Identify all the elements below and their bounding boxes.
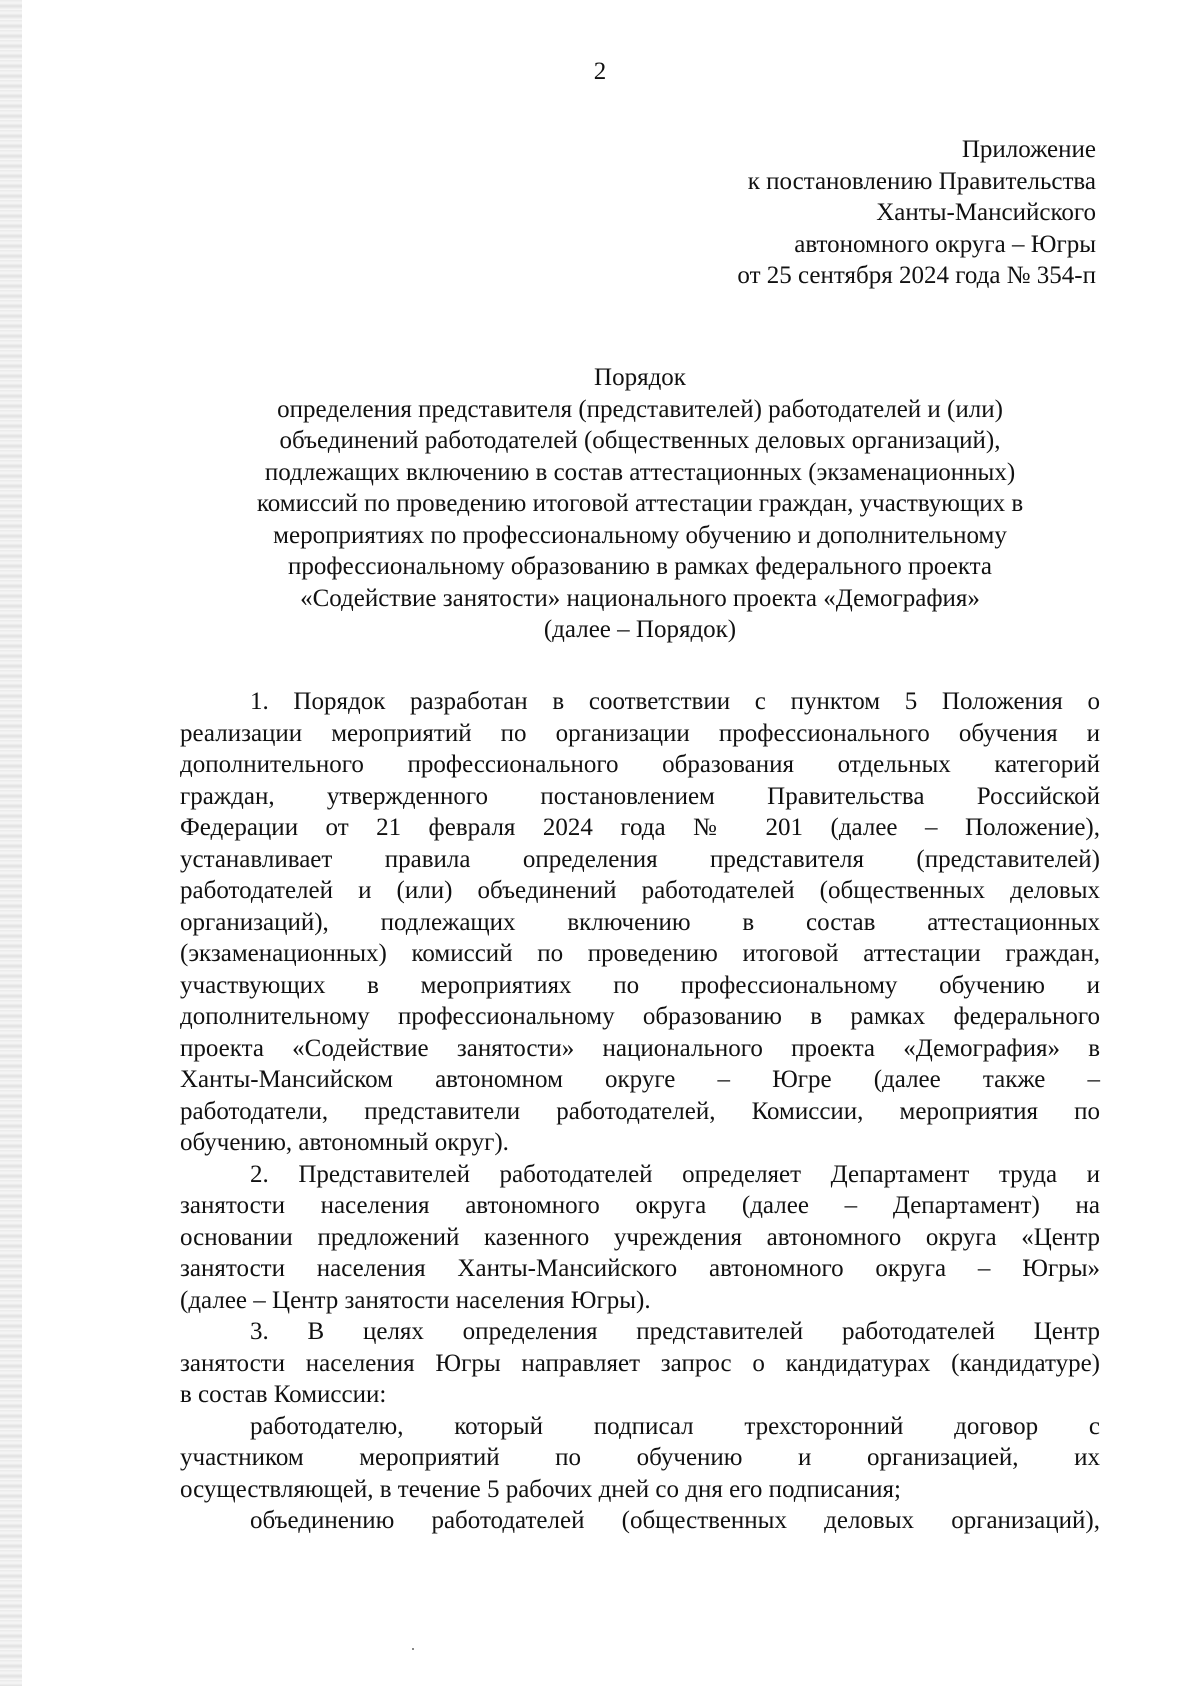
body-line: дополнительному профессиональному образованию в рамках федерального [180,1003,1100,1030]
title-line: (далее – Порядок) [543,616,737,643]
body-line: участвующих в мероприятиях по профессиональному обучению и [180,971,1100,999]
title-line: мероприятиях по профессиональному обучению и дополнительному [273,521,1007,549]
body-line: устанавливает правила определения представителя (представителей) [180,845,1100,873]
title-line: объединений работодателей (общественных деловых организаций), [279,427,1001,454]
body-line: дополнительного профессионального образования отдельных категорий [180,751,1100,778]
title-line: «Содействие занятости» национального проекта «Демография» [300,584,980,612]
body-line: осуществляющей, в течение 5 рабочих дней со дня его подписания; [180,1475,901,1503]
body-line: проекта «Содействие занятости» национального проекта «Демография» в [180,1034,1100,1062]
body-line: 2. Представителей работодателей определяет Департамент труда и [250,1160,1100,1188]
body-line: обучению, автономный округ). [180,1129,509,1156]
body-line: (далее – Центр занятости населения Югры). [180,1286,651,1314]
body-line: работодателю, который подписал трехсторонний договор с [250,1412,1100,1440]
appendix-line: к постановлению Правительства [747,167,1096,195]
page-number: 2 [593,58,607,85]
body-line: участником мероприятий по обучению и организацией, их [180,1444,1100,1471]
body-line: реализации мероприятий по организации профессионального обучения и [180,719,1100,747]
appendix-header [576,134,1096,292]
title-line: подлежащих включению в состав аттестационных (экзаменационных) [264,458,1016,486]
body-line: (экзаменационных) комиссий по проведению итоговой аттестации граждан, [180,940,1100,967]
body-line: граждан, утвержденного постановлением Правительства Российской [180,782,1100,810]
title-line: Порядок [594,364,686,391]
body-line: занятости населения автономного округа (далее – Департамент) на [180,1192,1100,1219]
body-line: работодатели, представители работодателей, Комиссии, мероприятия по [180,1097,1100,1125]
title-line: комиссий по проведению итоговой аттестации граждан, участвующих в [256,490,1024,517]
document-body [180,686,1100,1537]
body-line: объединению работодателей (общественных деловых организаций), [250,1507,1100,1534]
title-line: определения представителя (представителей) работодателей и (или) [277,395,1003,423]
appendix-line: Приложение [961,136,1096,163]
appendix-line: автономного округа – Югры [794,230,1096,258]
body-line: занятости населения Ханты-Мансийского автономного округа – Югры» [180,1255,1100,1282]
body-line: занятости населения Югры направляет запрос о кандидатурах (кандидатуре) [180,1349,1100,1377]
scan-speck [412,1648,414,1650]
body-line: 1. Порядок разработан в соответствии с пунктом 5 Положения о [250,688,1100,715]
appendix-line: от 25 сентября 2024 года № 354-п [737,262,1096,289]
body-line: в состав Комиссии: [180,1381,387,1408]
body-line: организаций), подлежащих включению в состав аттестационных [180,908,1100,936]
body-line: основании предложений казенного учреждения автономного округа «Центр [180,1223,1100,1251]
body-line: 3. В целях определения представителей работодателей Центр [250,1318,1100,1345]
body-line: Федерации от 21 февраля 2024 года № 201 (далее – Положение), [180,814,1100,841]
document-title [180,362,1100,646]
body-line: работодателей и (или) объединений работодателей (общественных деловых [180,877,1100,904]
appendix-line: Ханты-Мансийского [876,199,1096,226]
scan-edge-artifact [0,0,22,1686]
body-line: Ханты-Мансийском автономном округе – Югре (далее также – [180,1066,1100,1093]
title-line: профессиональному образованию в рамках федерального проекта [288,553,992,580]
